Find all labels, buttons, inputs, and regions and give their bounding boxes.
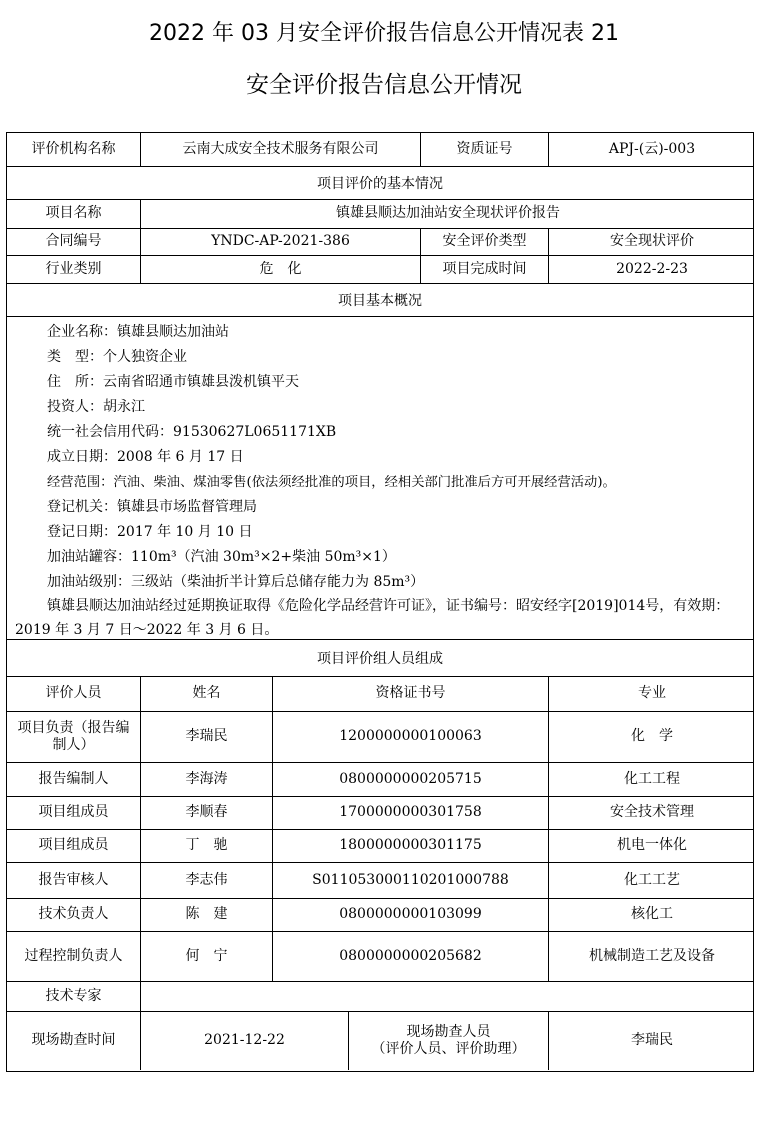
team-section-row [7,640,753,677]
team-role: 项目组成员 [7,830,141,862]
team-header-row [7,677,753,712]
org-row [7,133,753,167]
project-name-label: 项目名称 [7,200,141,228]
overview-section-row [7,284,753,317]
cert-value: APJ-(云)-003 [608,140,696,157]
expert-label: 技术专家 [7,982,141,1011]
overview-section-header: 项目基本概况 [338,293,422,309]
team-major: 安全技术管理 [610,804,694,821]
team-cert: 1700000000301758 [273,797,549,829]
team-col-major: 专业 [638,685,666,702]
table-row [7,899,753,932]
team-role-text: 过程控制负责人 [24,947,123,964]
overview-line: 加油站级别：三级站（柴油折半计算后总储存能力为 85m³） [47,574,425,590]
basic-section-header: 项目评价的基本情况 [317,176,443,192]
team-col-name: 姓名 [141,677,273,711]
finish-label: 项目完成时间 [421,256,549,283]
project-name-value: 镇雄县顺达加油站安全现状评价报告 [336,205,560,222]
team-major: 机械制造工艺及设备 [589,947,715,964]
team-major: 化工工艺 [624,871,680,888]
overview-line: 统一社会信用代码：91530627L0651171XB [47,424,337,440]
team-major: 化 学 [631,728,673,745]
overview-line: 经营范围：汽油、柴油、煤油零售(依法须经批准的项目，经相关部门批准后方可开展经营活动)。 [47,475,616,490]
overview-line: 成立日期：2008 年 6 月 17 日 [47,449,244,465]
team-cert: 0800000000103099 [273,899,549,931]
contract-row [7,229,753,256]
overview-line: 加油站罐容：110m³（汽油 30m³×2+柴油 50m³×1） [47,549,396,565]
team-cert: 1800000000301175 [273,830,549,862]
team-cert: 0800000000205682 [273,932,549,981]
team-name: 李志伟 [141,863,273,898]
expert-row [7,982,753,1012]
survey-time-label: 现场勘查时间 [7,1012,141,1070]
team-role [7,932,141,981]
team-role: 项目组成员 [7,797,141,829]
info-table [6,132,754,1072]
team-major: 核化工 [631,906,673,923]
team-role [7,712,141,762]
team-name: 李顺春 [141,797,273,829]
table-row [7,932,753,982]
overview-content [7,317,753,640]
team-name: 李海涛 [141,763,273,796]
expert-value [141,982,755,1011]
table-row [7,712,753,763]
contract-label: 合同编号 [7,229,141,255]
survey-time-value: 2021-12-22 [141,1012,349,1070]
industry-row [7,256,753,284]
basic-section-row [7,167,753,200]
table-row [7,863,753,899]
survey-people-label [349,1012,549,1070]
team-cert: 1200000000100063 [273,712,549,762]
org-value: 云南大成安全技术服务有限公司 [141,133,421,166]
survey-row [7,1012,753,1070]
team-name: 丁 驰 [141,830,273,862]
survey-people-value: 李瑞民 [631,1032,673,1049]
finish-value: 2022-2-23 [616,260,688,277]
industry-label: 行业类别 [7,256,141,283]
project-name-row [7,200,753,229]
overview-line: 类 型：个人独资企业 [47,349,187,365]
team-major: 机电一体化 [617,837,687,854]
cert-label: 资质证号 [421,133,549,166]
team-name: 陈 建 [141,899,273,931]
team-role: 报告审核人 [7,863,141,898]
team-name: 李瑞民 [141,712,273,762]
team-name: 何 宁 [141,932,273,981]
overview-paragraph: 镇雄县顺达加油站经过延期换证取得《危险化学品经营许可证》，证书编号：昭安经字[2019]014号，有效期：2019 年 3 月 7 日～2022 年 3 月 6 日。 [15,598,730,638]
team-col-cert: 资格证书号 [273,677,549,711]
industry-value: 危 化 [141,256,421,283]
team-major: 化工工程 [624,770,680,787]
table-row [7,830,753,863]
org-label: 评价机构名称 [7,133,141,166]
team-section-header: 项目评价组人员组成 [317,651,443,667]
table-row [7,763,753,797]
overview-line: 登记机关：镇雄县市场监督管理局 [47,499,257,515]
survey-people-label-line1: 现场勘查人员 [406,1023,491,1040]
eval-type-value: 安全现状评价 [610,233,694,250]
table-row [7,797,753,830]
overview-line: 投资人：胡永江 [47,399,145,415]
team-cert: 0800000000205715 [273,763,549,796]
document-title: 2022 年 03 月安全评价报告信息公开情况表 21 [149,21,619,46]
survey-people-label-line2: （评价人员、评价助理） [371,1041,526,1057]
team-role: 技术负责人 [7,899,141,931]
overview-line: 住 所：云南省昭通市镇雄县泼机镇平天 [47,374,299,390]
team-cert: S011053000110201000788 [273,863,549,898]
team-role: 报告编制人 [7,763,141,796]
overview-line: 企业名称：镇雄县顺达加油站 [47,324,229,340]
contract-value: YNDC-AP-2021-386 [141,229,421,255]
document-subtitle: 安全评价报告信息公开情况 [246,72,522,98]
team-col-role: 评价人员 [7,677,141,711]
team-role-text: 项目负责（报告编制人） [17,719,130,753]
eval-type-label: 安全评价类型 [421,229,549,255]
overview-line: 登记日期：2017 年 10 月 10 日 [47,524,253,540]
